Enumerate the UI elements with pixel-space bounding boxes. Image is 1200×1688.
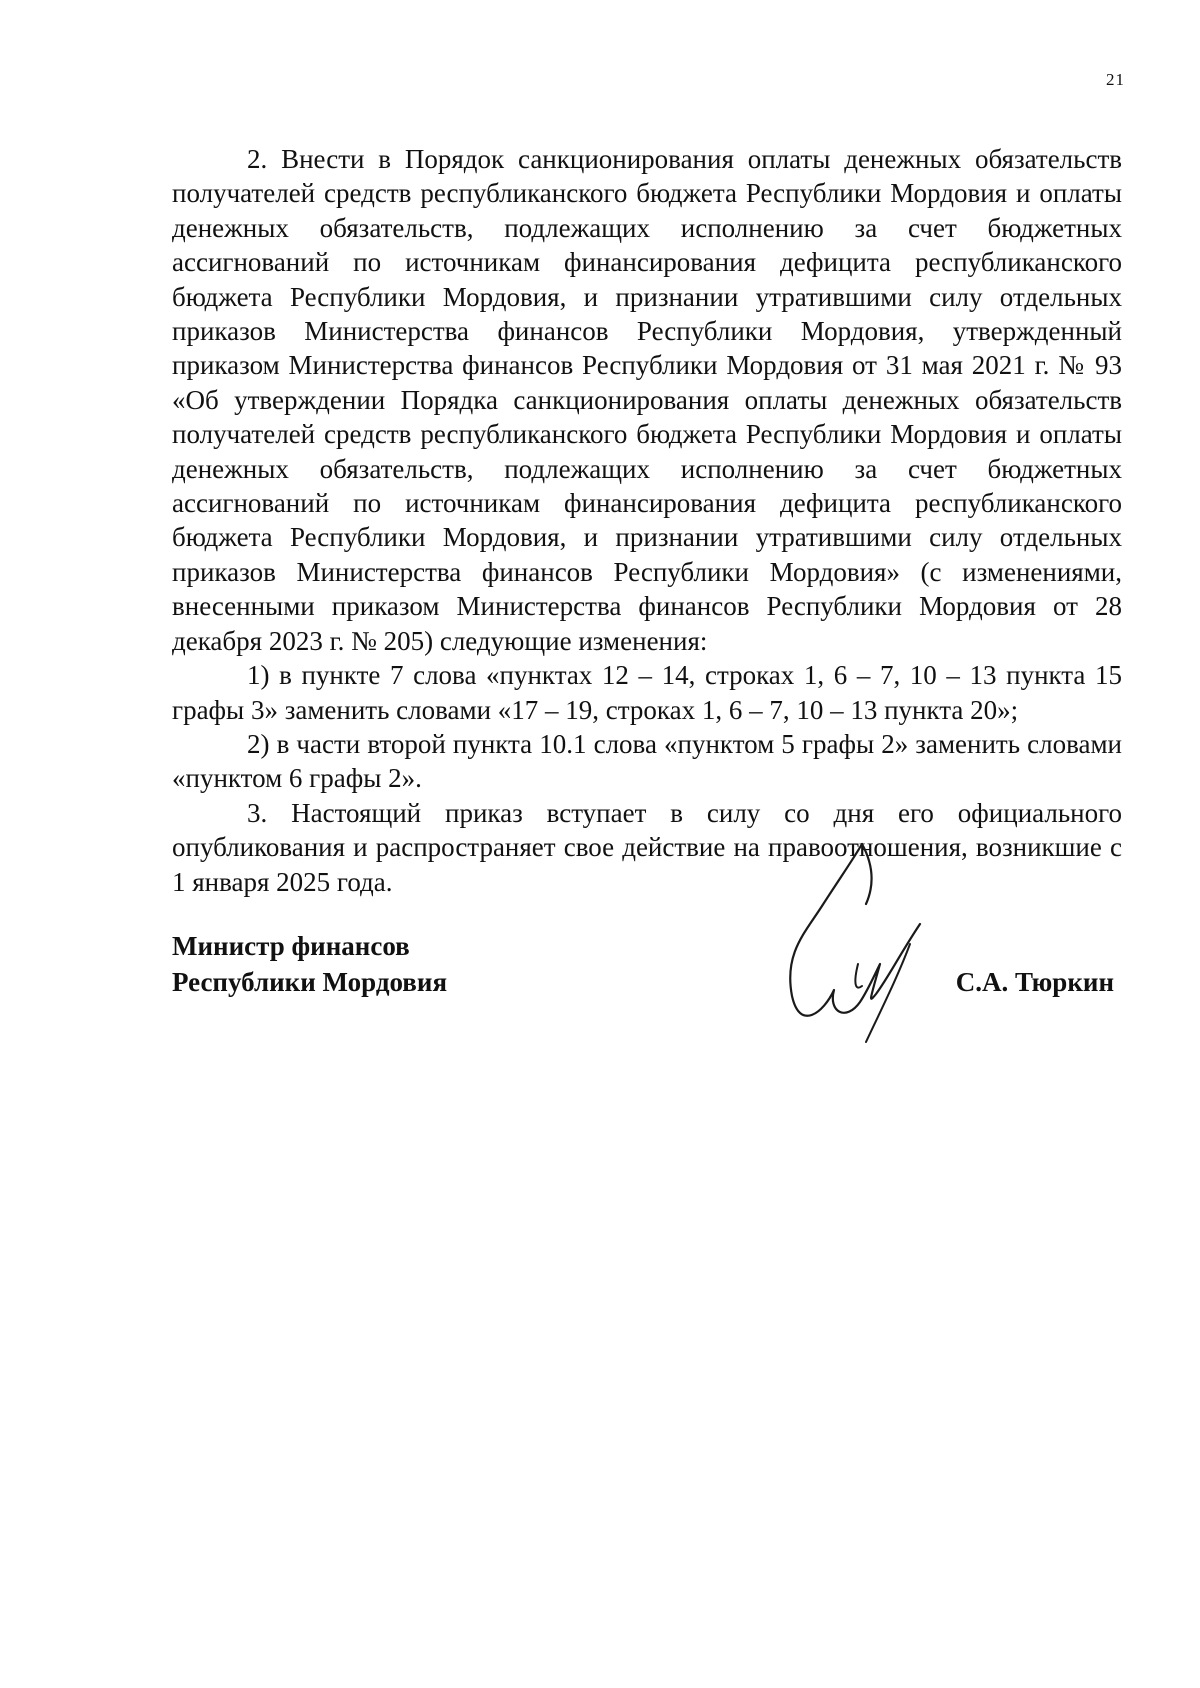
signer-position-line-1: Министр финансов [172, 931, 410, 961]
signature-block [172, 928, 1122, 1048]
page-number: 21 [1106, 70, 1125, 89]
document-body [172, 142, 1122, 899]
signer-position [172, 928, 447, 1000]
signer-position-line-2: Республики Мордовия [172, 967, 448, 997]
paragraph-item-3: 3. Настоящий приказ вступает в силу со дня его официального опубликования и распространяет свое действие на правоотношения, возникшие с 1 января 2025 года. [172, 797, 1122, 897]
paragraph-item-2: 2. Внести в Порядок санкционирования оплаты денежных обязательств получателей средств республиканского бюджета Республики Мордовия и оплаты денежных обязательств, подлежащих исполнению за счет бюджетных ассигнований по источникам финансирования дефицита республиканского бюджета Республики Мордовия, и признании утратившими силу отдельных приказов Министерства финансов Республики Мордовия, утвержденный приказом Министерства финансов Республики Мордовия от 31 мая 2021 г. № 93 «Об утверждении Порядка санкционирования оплаты денежных обязательств получателей средств республиканского бюджета Республики Мордовия и оплаты денежных обязательств, подлежащих исполнению за счет бюджетных ассигнований по источникам финансирования дефицита республиканского бюджета Республики Мордовия, и признании утратившими силу отдельных приказов Министерства финансов Республики Мордовия» (с изменениями, внесенными приказом Министерства финансов Республики Мордовия от 28 декабря 2023 г. № 205) следующие изменения: [172, 144, 1122, 656]
subparagraph-2: 2) в части второй пункта 10.1 слова «пунктом 5 графы 2» заменить словами «пунктом 6 графы 2». [172, 728, 1122, 794]
subparagraph-1: 1) в пункте 7 слова «пунктах 12 – 14, строках 1, 6 – 7, 10 – 13 пункта 15 графы 3» заменить словами «17 – 19, строках 1, 6 – 7, 10 – 13 пункта 20»; [172, 660, 1122, 725]
signer-name: С.А. Тюркин [955, 967, 1114, 997]
